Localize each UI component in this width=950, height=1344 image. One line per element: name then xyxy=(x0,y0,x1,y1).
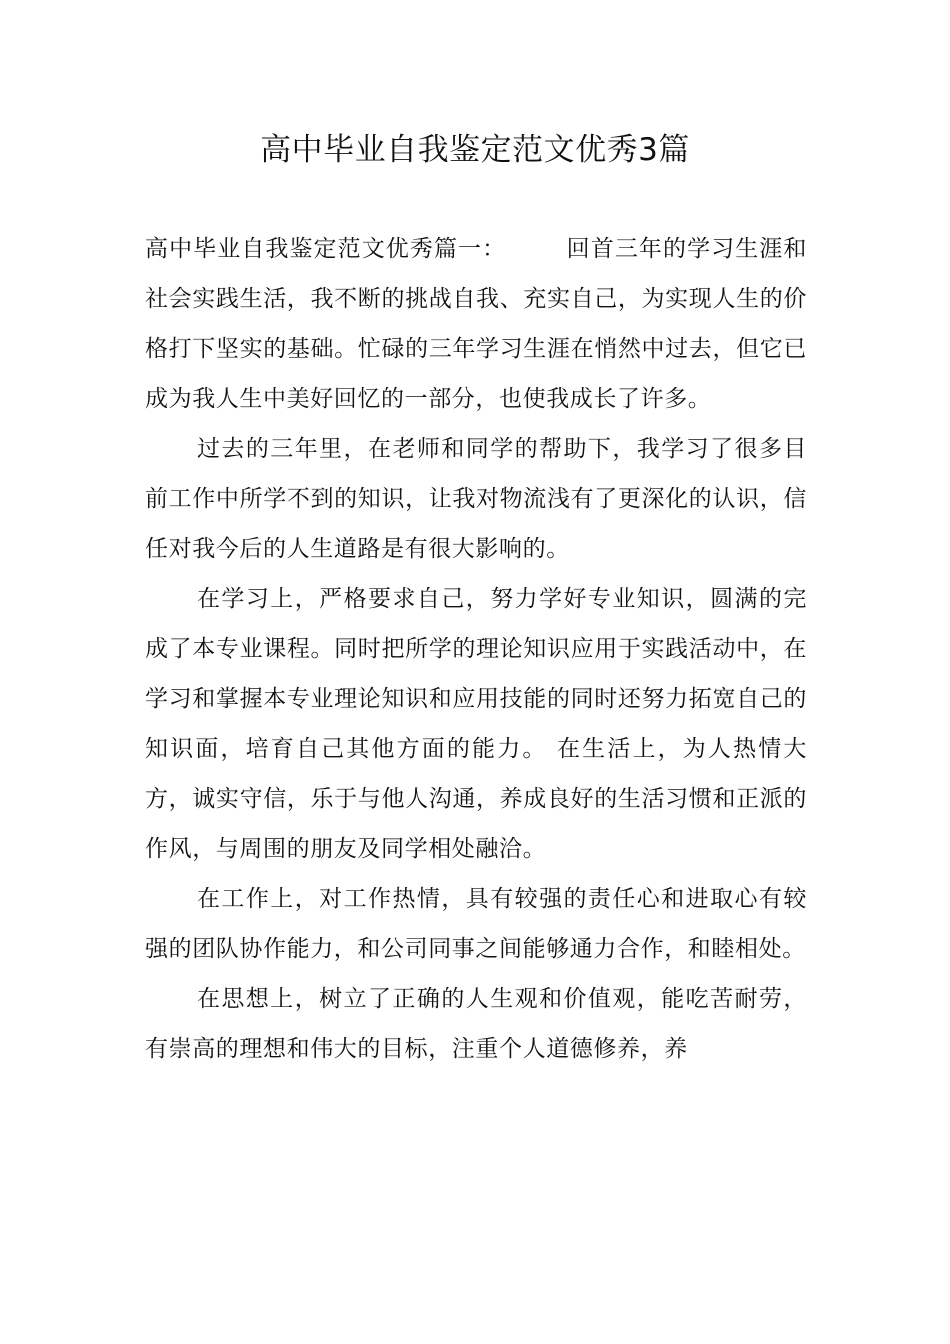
document-body xyxy=(145,224,807,1074)
paragraph-5: 在思想上，树立了正确的人生观和价值观，能吃苦耐劳，有崇高的理想和伟大的目标，注重个人道德修养，养 xyxy=(145,986,807,1062)
section-heading: 高中毕业自我鉴定范文优秀篇一： xyxy=(145,236,507,262)
paragraph-4: 在工作上，对工作热情，具有较强的责任心和进取心有较强的团队协作能力，和公司同事之间能够通力合作，和睦相处。 xyxy=(145,886,807,962)
paragraph-1-text: 回首三年的学习生涯和社会实践生活，我不断的挑战自我、充实自己，为实现人生的价格打下坚实的基础。忙碌的三年学习生涯在悄然中过去，但它已成为我人生中美好回忆的一部分，也使我成长了许多。 xyxy=(145,236,808,412)
paragraph-1 xyxy=(145,224,807,424)
paragraph-3: 在学习上，严格要求自己，努力学好专业知识，圆满的完成了本专业课程。同时把所学的理论知识应用于实践活动中，在学习和掌握本专业理论知识和应用技能的同时还努力拓宽自己的知识面，培育自己其他方面的能力。 在生活上，为人热情大方，诚实守信，乐于与他人沟通，养成良好的生活习惯和正派的作风，与周围的朋友及同学相处融洽。 xyxy=(145,586,807,862)
paragraph-2: 过去的三年里，在老师和同学的帮助下，我学习了很多目前工作中所学不到的知识，让我对物流浅有了更深化的认识，信任对我今后的人生道路是有很大影响的。 xyxy=(145,436,807,562)
document-title: 高中毕业自我鉴定范文优秀3篇 xyxy=(260,132,690,168)
